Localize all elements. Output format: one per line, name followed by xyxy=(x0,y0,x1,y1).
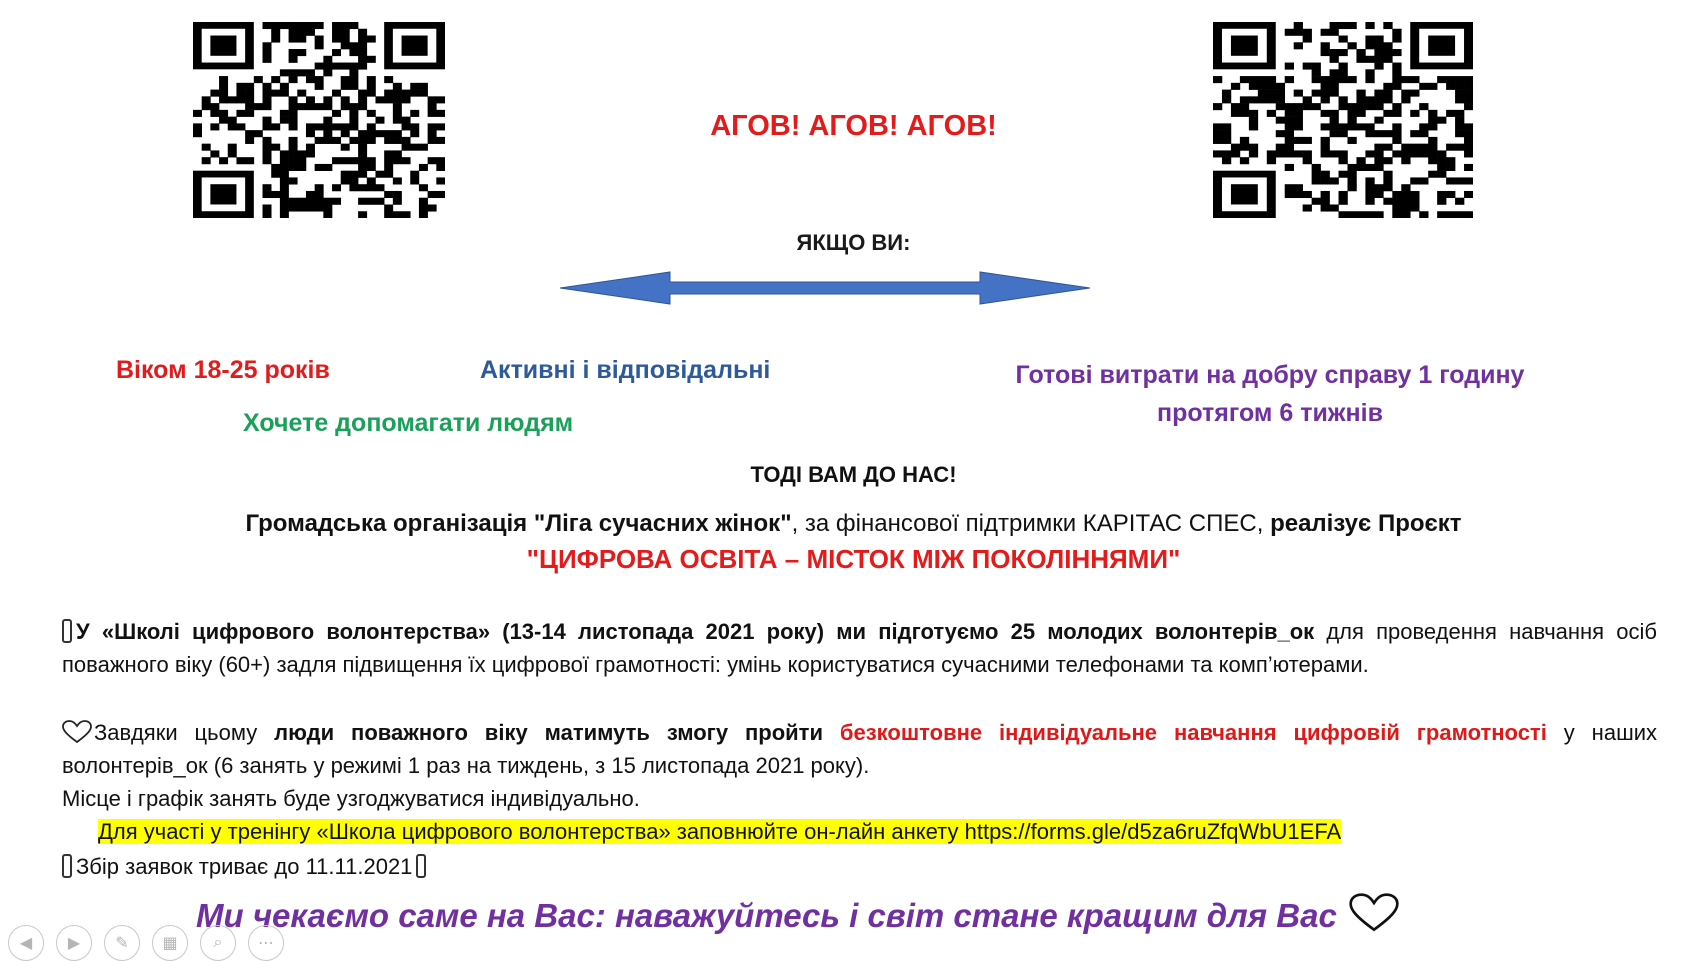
project-title: "ЦИФРОВА ОСВІТА – МІСТОК МІЖ ПОКОЛІННЯМИ" xyxy=(526,544,1181,574)
criterion-help-people: Хочете допомагати людям xyxy=(243,409,574,437)
footer-slogan-text: Ми чекаємо саме на Вас: наважуйтесь і світ стане кращим для Вас xyxy=(196,897,1337,934)
paragraph-form-link[interactable] xyxy=(98,815,1341,848)
paragraph-benefit-start: Завдяки цьому xyxy=(94,720,275,745)
zoom-icon[interactable]: ⌕ xyxy=(200,925,236,961)
slideshow-toolbar xyxy=(8,925,284,961)
footer-slogan xyxy=(196,893,1399,935)
criterion-time-line2: протягом 6 тижнів xyxy=(1157,399,1383,427)
heart-icon xyxy=(62,720,92,744)
criterion-active: Активні і відповідальні xyxy=(480,356,771,384)
organization-name: Громадська організація "Ліга сучасних жінок" xyxy=(245,510,792,537)
see-all-slides-icon[interactable]: ▦ xyxy=(152,925,188,961)
form-link-highlight[interactable]: Для участі у тренінгу «Школа цифрового волонтерства» заповнюйте он-лайн анкету https://forms.gle/d5za6ruZfqWbU1EFA xyxy=(98,819,1342,844)
more-options-icon[interactable]: ⋯ xyxy=(248,925,284,961)
double-arrow-icon xyxy=(560,268,1090,308)
paragraph-school-rest: для проведення навчання осіб поважного віку (60+) задля підвищення їх цифрової грамотності: умінь користуватися сучасними телефонами та комп’ютерами. xyxy=(62,619,1657,677)
previous-slide-icon[interactable]: ◀ xyxy=(8,925,44,961)
exclamation-icon xyxy=(416,854,426,878)
deadline-text: Збір заявок триває до 11.11.2021 xyxy=(76,854,413,879)
organization-support: , за фінансової підтримки КАРІТАС СПЕС, xyxy=(791,510,1271,537)
then-join-us: ТОДІ ВАМ ДО НАС! xyxy=(750,462,957,487)
organization-implements: реалізує Проєкт xyxy=(1270,510,1462,537)
criterion-age: Віком 18-25 років xyxy=(116,356,330,384)
paragraph-benefit-rest: у наших волонтерів_ок (6 занять у режимі 1 раз на тиждень, з 15 листопада 2021 року). xyxy=(62,720,1658,778)
criterion-time xyxy=(920,356,1620,432)
if-you-heading: ЯКЩО ВИ: xyxy=(796,230,911,255)
exclamation-icon xyxy=(62,854,72,878)
heart-icon xyxy=(1349,893,1399,933)
next-slide-icon[interactable]: ▶ xyxy=(56,925,92,961)
headline: АГОВ! АГОВ! АГОВ! xyxy=(710,110,997,142)
paragraph-deadline xyxy=(62,850,1657,883)
organization-line xyxy=(0,510,1707,538)
paragraph-benefit-highlight: безкоштовне індивідуальне навчання цифровій грамотності xyxy=(839,720,1547,745)
paragraph-benefit xyxy=(62,716,1657,782)
criterion-time-line1: Готові витрати на добру справу 1 годину xyxy=(1015,361,1525,389)
pen-icon[interactable]: ✎ xyxy=(104,925,140,961)
paragraph-school xyxy=(62,615,1657,681)
paragraph-benefit-bold: люди поважного віку матимуть змогу пройти xyxy=(274,720,840,745)
exclamation-icon xyxy=(62,619,72,643)
paragraph-schedule: Місце і графік занять буде узгоджуватися індивідуально. xyxy=(62,786,640,811)
paragraph-school-bold: У «Школі цифрового волонтерства» (13-14 листопада 2021 року) ми підготуємо 25 молодих волонтерів_ок xyxy=(76,619,1315,644)
